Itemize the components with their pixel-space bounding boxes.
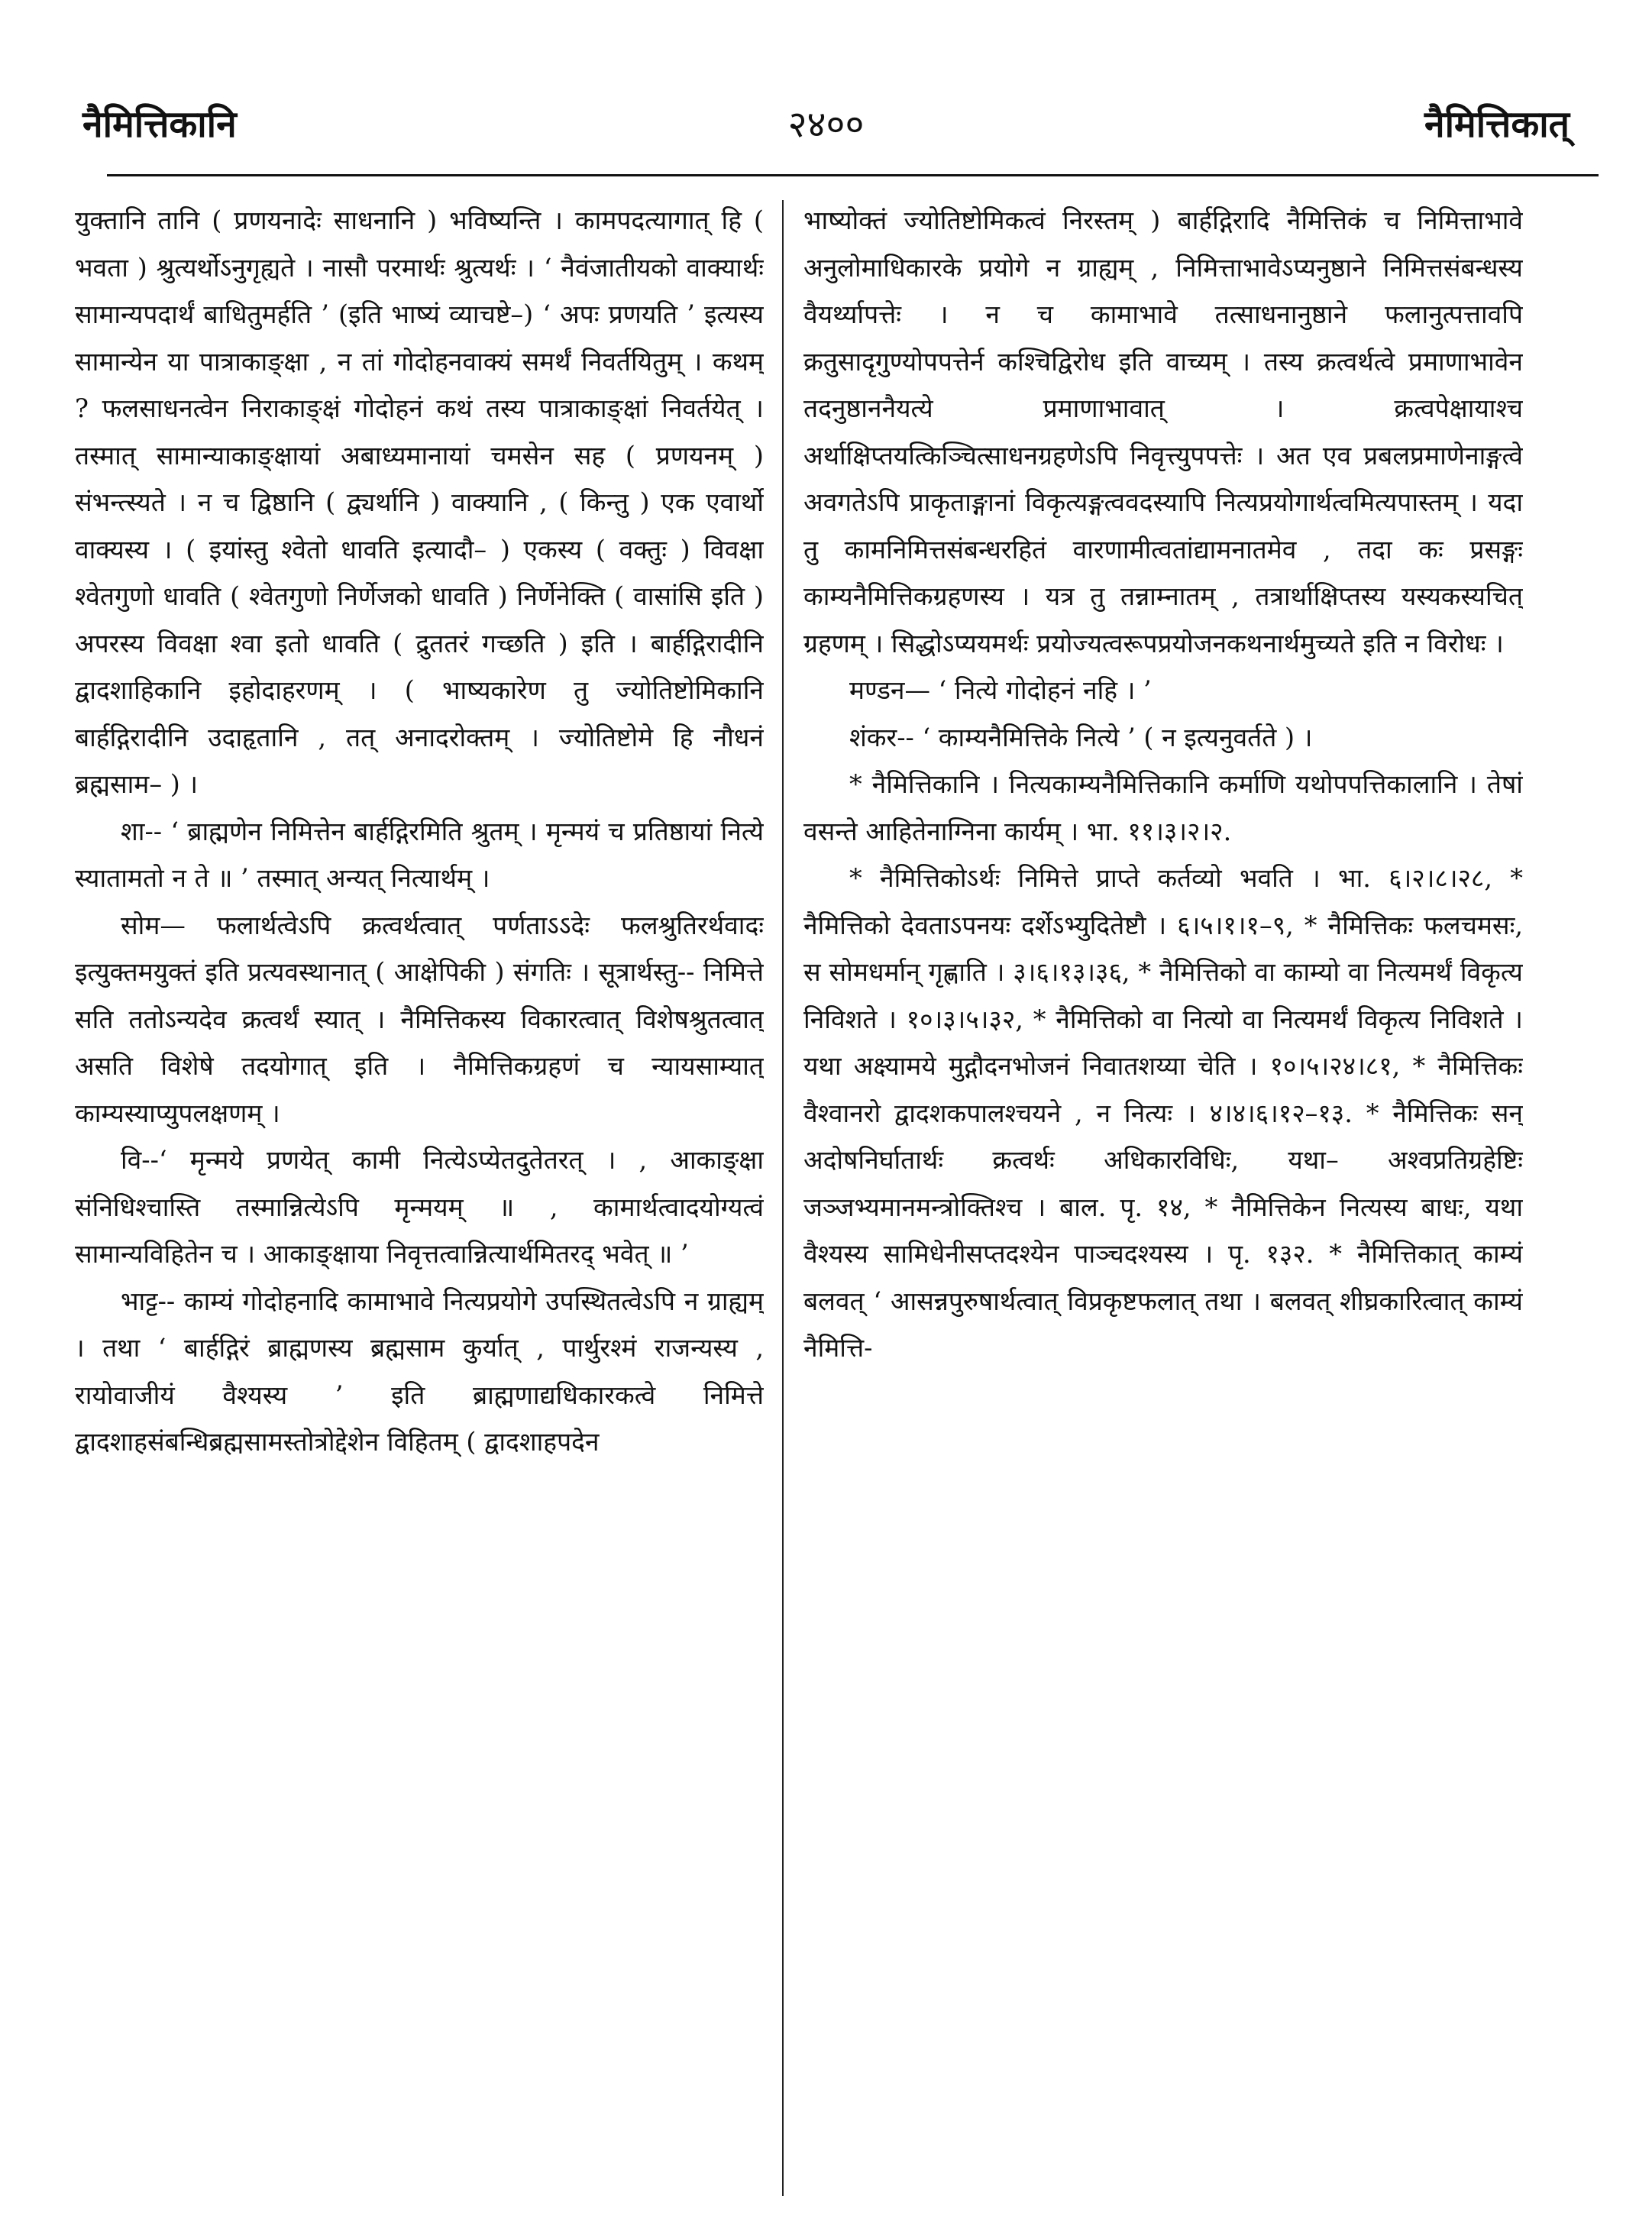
header-rule: [107, 174, 1599, 176]
header-left-word: नैमित्तिकानि: [82, 103, 237, 146]
right-paragraph-4: * नैमित्तिकानि । नित्यकाम्यनैमित्तिकानि कर्माणि यथोपपत्तिकालानि । तेषां वसन्ते आहितेनाग्निना कार्यम् । भा. ११।३।२।२.: [803, 769, 1523, 846]
left-paragraph-5: भाट्ट-- काम्यं गोदोहनादि कामाभावे नित्यप्रयोगे उपस्थितत्वेऽपि न ग्राह्यम् । तथा ‘ बार्हद्गिरं ब्राह्मणस्य ब्रह्मसाम कुर्यात् , पार्थुरश्मं राजन्यस्य , रायोवाजीयं वैश्यस्य ’ इति ब्राह्मणाद्यधिकारकत्वे निमित्ते द्वादशाहसंबन्धिब्रह्मसामस्तोत्रोद्देशेन विहितम् ( द्वादशाहपदेन: [75, 1286, 764, 1457]
left-paragraph-4: वि--‘ मृन्मये प्रणयेत् कामी नित्येऽप्येतदुतेतरत् । , आकाङ्क्षा संनिधिश्चास्ति तस्मान्नित्येऽपि मृन्मयम् ॥ , कामार्थत्वादयोग्यत्वं सामान्यविहितेन च । आकाङ्क्षाया निवृत्तत्वान्नित्यार्थमितरद् भवेत् ॥ ’: [75, 1145, 764, 1269]
right-column: [803, 197, 1523, 2199]
left-paragraph-1: युक्तानि तानि ( प्रणयनादेः साधनानि ) भविष्यन्ति । कामपदत्यागात् हि ( भवता ) श्रुत्यर्थोऽनुगृह्यते । नासौ परमार्थः श्रुत्यर्थः । ‘ नैवंजातीयको वाक्यार्थः सामान्यपदार्थं बाधितुमर्हति ’ (इति भाष्यं व्याचष्टे–) ‘ अपः प्रणयति ’ इत्यस्य सामान्येन या पात्राकाङ्क्षा , न तां गोदोहनवाक्यं समर्थं निवर्तयितुम् । कथम् ? फलसाधनत्वेन निराकाङ्क्षं गोदोहनं कथं तस्य पात्राकाङ्क्षां निवर्तयेत् । तस्मात् सामान्याकाङ्क्षायां अबाध्यमानायां चमसेन सह ( प्रणयनम् ) संभन्त्स्यते । न च द्विष्ठानि ( द्व्यर्थानि ) वाक्यानि , ( किन्तु ) एक एवार्थो वाक्यस्य । ( इयांस्तु श्वेतो धावति इत्यादौ– ) एकस्य ( वक्तुः ) विवक्षा श्वेतगुणो धावति ( श्वेतगुणो निर्णेजको धावति ) निर्णेनेक्ति ( वासांसि इति ) अपरस्य विवक्षा श्वा इतो धावति ( द्रुततरं गच्छति ) इति । बार्हद्गिरादीनि द्वादशाहिकानि इहोदाहरणम् । ( भाष्यकारेण तु ज्योतिष्टोमिकानि बार्हद्गिरादीनि उदाहृतानि , तत् अनादरोक्तम् । ज्योतिष्टोमे हि नौधनं ब्रह्मसाम– ) ।: [75, 205, 764, 799]
right-paragraph-5: * नैमित्तिकोऽर्थः निमित्ते प्राप्ते कर्तव्यो भवति । भा. ६।२।८।२८, * नैमित्तिको देवताऽपनयः दर्शेऽभ्युदितेष्टौ । ६।५।१।१–९, * नैमित्तिकः फलचमसः, स सोमधर्मान् गृह्णाति । ३।६।१३।३६, * नैमित्तिको वा काम्यो वा नित्यमर्थं विकृत्य निविशते । १०।३।५।३२, * नैमित्तिको वा नित्यो वा नित्यमर्थं विकृत्य निविशते । यथा अक्ष्यामये मुद्गौदनभोजनं निवातशय्या चेति । १०।५।२४।८१, * नैमित्तिकः वैश्वानरो द्वादशकपालश्चयने , न नित्यः । ४।४।६।१२–१३. * नैमित्तिकः सन् अदोषनिर्घातार्थः क्रत्वर्थः अधिकारविधिः, यथा– अश्वप्रतिग्रहेष्टिः जञ्जभ्यमानमन्त्रोक्तिश्च । बाल. पृ. १४, * नैमित्तिकेन नित्यस्य बाधः, यथा वैश्यस्य सामिधेनीसप्तदश्येन पाञ्चदश्यस्य । पृ. १३२. * नैमित्तिकात् काम्यं बलवत् ‘ आसन्नपुरुषार्थत्वात् विप्रकृष्टफलात् तथा । बलवत् शीघ्रकारित्वात् काम्यं नैमित्ति-: [803, 863, 1523, 1363]
left-column: [75, 197, 764, 2199]
column-divider: [782, 200, 784, 2196]
left-paragraph-2: शा-- ‘ ब्राह्मणेन निमित्तेन बार्हद्गिरमिति श्रुतम् । मृन्मयं च प्रतिष्ठायां नित्ये स्यातामतो न ते ॥ ’ तस्मात् अन्यत् नित्यार्थम् ।: [75, 816, 764, 893]
right-paragraph-2: मण्डन— ‘ नित्ये गोदोहनं नहि । ’: [849, 675, 1152, 705]
header-right-word: नैमित्तिकात्: [1424, 103, 1570, 146]
left-paragraph-3: सोम— फलार्थत्वेऽपि क्रत्वर्थत्वात् पर्णताऽऽदेः फलश्रुतिरर्थवादः इत्युक्तमयुक्तं इति प्रत्यवस्थानात् ( आक्षेपिकी ) संगतिः । सूत्रार्थस्तु-- निमित्ते सति ततोऽन्यदेव क्रत्वर्थं स्यात् । नैमित्तिकस्य विकारत्वात् विशेषश्रुतत्वात् असति विशेषे तदयोगात् इति । नैमित्तिकग्रहणं च न्यायसाम्यात् काम्यस्याप्युपलक्षणम् ।: [75, 910, 764, 1128]
page-number: २४००: [787, 103, 865, 146]
right-paragraph-1: भाष्योक्तं ज्योतिष्टोमिकत्वं निरस्तम् ) बार्हद्गिरादि नैमित्तिकं च निमित्ताभावे अनुलोमाधिकारके प्रयोगे न ग्राह्यम् , निमित्ताभावेऽप्यनुष्ठाने निमित्तसंबन्धस्य वैयर्थ्यापत्तेः । न च कामाभावे तत्साधनानुष्ठाने फलानुत्पत्तावपि क्रतुसादृगुण्योपपत्तेर्न कश्चिद्विरोध इति वाच्यम् । तस्य क्रत्वर्थत्वे प्रमाणाभावेन तदनुष्ठाननैयत्ये प्रमाणाभावात् । क्रत्वपेक्षायाश्च अर्थाक्षिप्तयत्किञ्चित्साधनग्रहणेऽपि निवृत्त्युपपत्तेः । अत एव प्रबलप्रमाणेनाङ्गत्वे अवगतेऽपि प्राकृताङ्गानां विकृत्यङ्गत्ववदस्यापि नित्यप्रयोगार्थत्वमित्यपास्तम् । यदा तु कामनिमित्तसंबन्धरहितं वारणामीत्वतांद्यामनातमेव , तदा कः प्रसङ्गः काम्यनैमित्तिकग्रहणस्य । यत्र तु तन्नाम्नातम् , तत्रार्थाक्षिप्तस्य यस्यकस्यचित् ग्रहणम् । सिद्धोऽप्ययमर्थः प्रयोज्यत्वरूपप्रयोजनकथनार्थमुच्यते इति न विरोधः ।: [803, 205, 1523, 658]
page-header: [82, 98, 1570, 159]
right-paragraph-3: शंकर-- ‘ काम्यनैमित्तिके नित्ये ’ ( न इत्यनुवर्तते ) ।: [849, 722, 1313, 752]
